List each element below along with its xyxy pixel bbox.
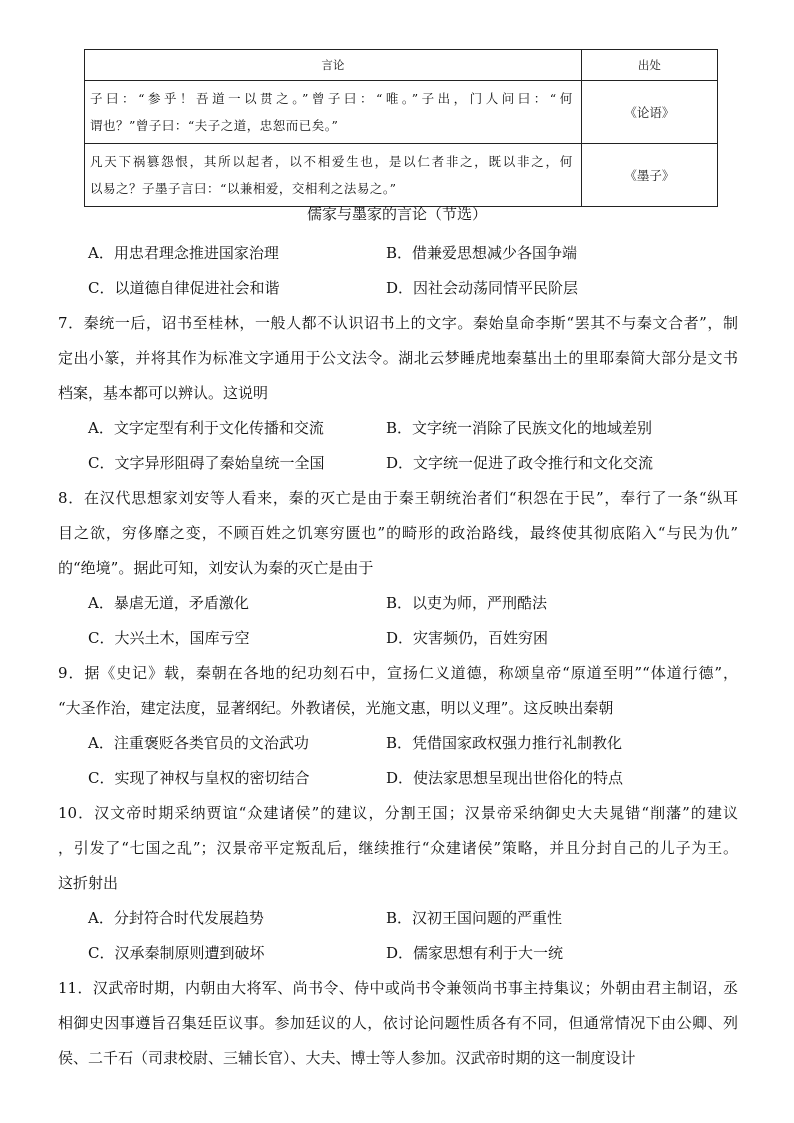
- q6-option-a: A．用忠君理念推进国家治理: [88, 244, 279, 262]
- quotes-table: [84, 49, 718, 207]
- q10-option-a: A．分封符合时代发展趋势: [88, 909, 264, 927]
- speech-line: 凡天下祸篡怨恨，其所以起者，以不相爱生也，是以仁者非之，既以非之，何: [90, 154, 573, 169]
- table-caption: 儒家与墨家的言论（节选）: [306, 205, 487, 223]
- table-cell-source: 《墨子》: [581, 144, 717, 207]
- q11-stem-line: 侯、二千石（司隶校尉、三辅长官）、大夫、博士等人参加。汉武帝时期的这一制度设计: [58, 1049, 636, 1067]
- q6-option-d: D．因社会动荡同情平民阶层: [386, 279, 579, 297]
- q8-option-a: A．暴虐无道，矛盾激化: [88, 594, 249, 612]
- q9-option-a: A．注重褒贬各类官员的文治武功: [88, 734, 309, 752]
- q6-option-c: C．以道德自律促进社会和谐: [88, 279, 280, 297]
- q10-stem-line: ，引发了“七国之乱”；汉景帝平定叛乱后，继续推行“众建诸侯”策略，并且分封自己的儿子为王。: [58, 839, 738, 857]
- q9-option-b: B．凭借国家政权强力推行礼制教化: [386, 734, 623, 752]
- q7-option-b: B．文字统一消除了民族文化的地域差别: [386, 419, 653, 437]
- q10-stem-line: 这折射出: [58, 874, 119, 892]
- q7-option-a: A．文字定型有利于文化传播和交流: [88, 419, 324, 437]
- q9-option-d: D．使法家思想呈现出世俗化的特点: [386, 769, 624, 787]
- q7-stem-line: 定出小篆，并将其作为标准文字通用于公文法令。湖北云梦睡虎地秦墓出土的里耶秦简大部分是文书: [58, 349, 738, 367]
- q10-option-d: D．儒家思想有利于大一统: [386, 944, 564, 962]
- q8-stem-line: 目之欲，穷侈靡之变，不顾百姓之饥寒穷匮也”的畸形的政治路线，最终使其彻底陷入“与民为仇”: [58, 524, 738, 542]
- table-header-row: [85, 50, 718, 81]
- q8-stem-line: 的“绝境”。据此可知，刘安认为秦的灭亡是由于: [58, 559, 374, 577]
- table-header-speech: 言论: [85, 50, 582, 81]
- speech-line: 以易之？子墨子言曰：“以兼相爱，交相利之法易之。”: [90, 181, 397, 196]
- q8-option-b: B．以吏为师，严刑酷法: [386, 594, 548, 612]
- q10-option-c: C．汉承秦制原则遭到破坏: [88, 944, 265, 962]
- q8-stem-line: 8．在汉代思想家刘安等人看来，秦的灭亡是由于秦王朝统治者们“积怨在于民”，奉行了一条“纵耳: [58, 489, 738, 507]
- q11-stem-line: 相御史因事遵旨召集廷臣议事。参加廷议的人，依讨论问题性质各有不同，但通常情况下由公卿、列: [58, 1014, 738, 1032]
- speech-line: 子曰：“参乎！吾道一以贯之。”曾子曰：“唯。”子出，门人问曰：“何: [90, 91, 573, 106]
- q7-option-d: D．文字统一促进了政令推行和文化交流: [386, 454, 654, 472]
- table-cell-speech: [85, 144, 582, 207]
- table-header-source: 出处: [581, 50, 717, 81]
- table-row: [85, 81, 718, 144]
- table-row: [85, 144, 718, 207]
- q11-stem-line: 11．汉武帝时期，内朝由大将军、尚书令、侍中或尚书令兼领尚书事主持集议；外朝由君主制诏，丞: [58, 979, 738, 997]
- table-cell-speech: [85, 81, 582, 144]
- q9-stem-line: “大圣作治，建定法度，显著纲纪。外教诸侯，光施文惠，明以义理”。这反映出秦朝: [58, 699, 614, 717]
- q9-option-c: C．实现了神权与皇权的密切结合: [88, 769, 310, 787]
- q6-option-b: B．借兼爱思想减少各国争端: [386, 244, 578, 262]
- table-cell-source: 《论语》: [581, 81, 717, 144]
- q7-stem-line: 7．秦统一后，诏书至桂林，一般人都不认识诏书上的文字。秦始皇命李斯“罢其不与秦文合者”，制: [58, 314, 738, 332]
- q10-stem-line: 10．汉文帝时期采纳贾谊“众建诸侯”的建议，分割王国；汉景帝采纳御史大夫晁错“削藩”的建议: [58, 804, 738, 822]
- q7-option-c: C．文字异形阻碍了秦始皇统一全国: [88, 454, 325, 472]
- q7-stem-line: 档案，基本都可以辨认。这说明: [58, 384, 269, 402]
- q10-option-b: B．汉初王国问题的严重性: [386, 909, 563, 927]
- q8-option-d: D．灾害频仍，百姓穷困: [386, 629, 549, 647]
- q8-option-c: C．大兴土木，国库亏空: [88, 629, 250, 647]
- speech-line: 谓也？”曾子曰：“夫子之道，忠恕而已矣。”: [90, 118, 339, 133]
- q9-stem-line: 9．据《史记》载，秦朝在各地的纪功刻石中，宣扬仁义道德，称颂皇帝“原道至明”“体道行德”，: [58, 664, 738, 682]
